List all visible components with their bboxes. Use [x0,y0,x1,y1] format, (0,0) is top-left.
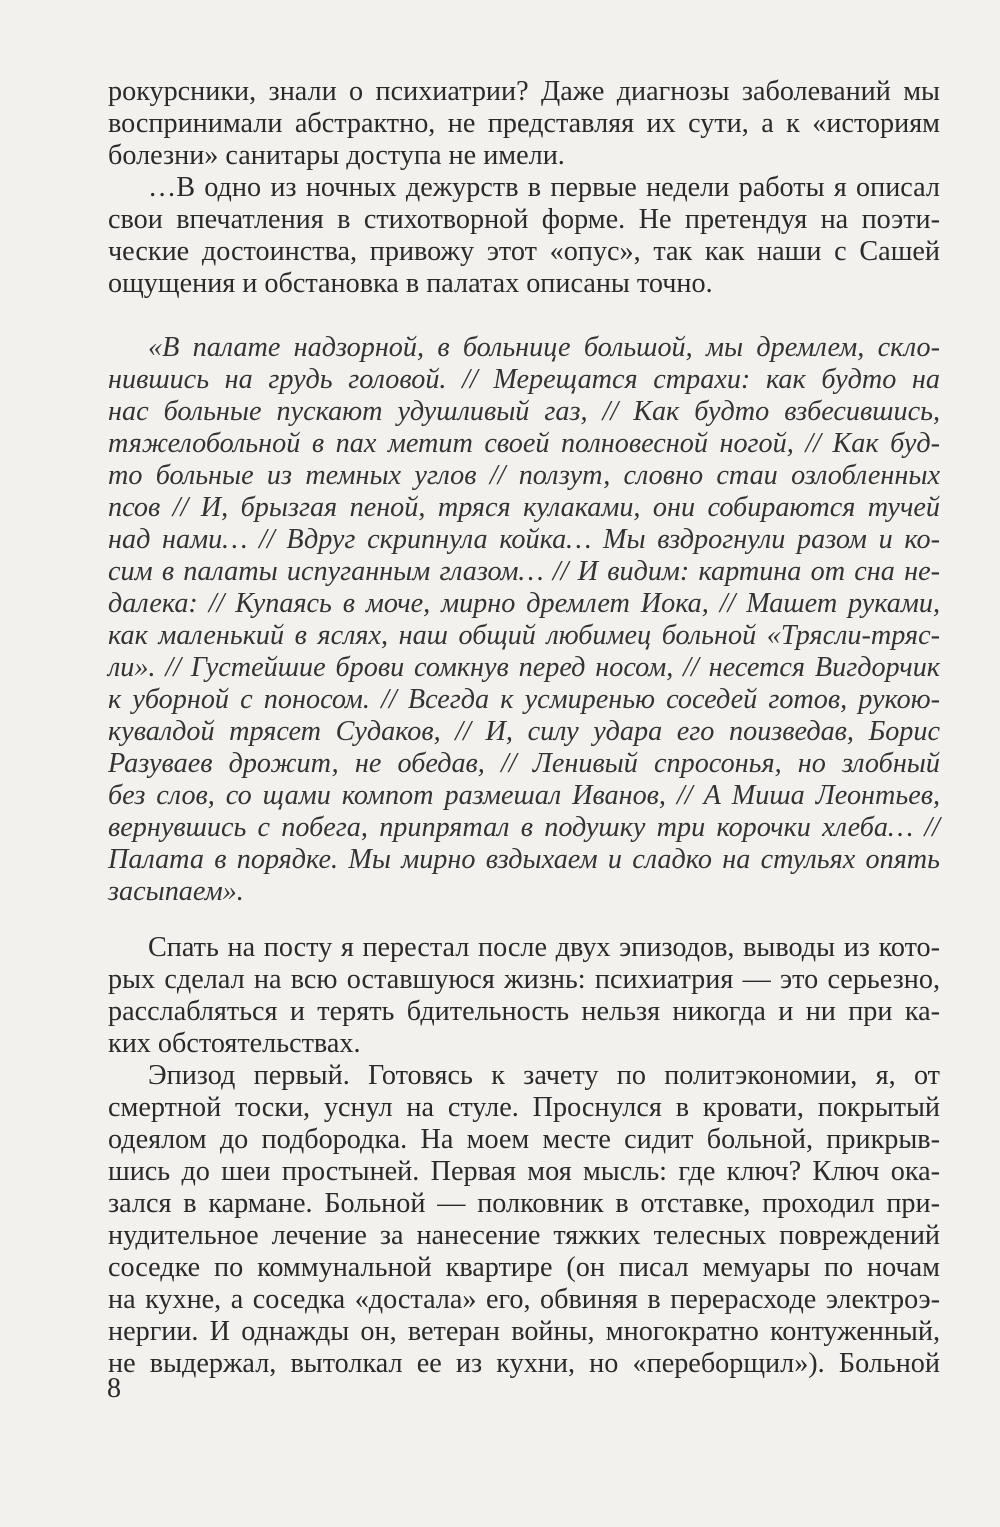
poem-line: кувалдой трясет Судаков, // И, силу удара его поизведав, Борис [108,716,940,747]
poem-line: вернувшись с побега, припрятал в подушку три корочки хлеба… // [108,812,940,843]
text-line: нергии. И однажды он, ветеран войны, многократно контуженный, [108,1316,940,1347]
text-line: болезни» санитары доступа не имели. [108,140,565,171]
poem-line: нившись на грудь головой. // Мерещатся страхи: как будто на [108,364,940,395]
poem-line: Разуваев дрожит, не обедав, // Ленивый спросонья, но злобный [108,748,940,779]
poem-line: засыпаем». [108,876,244,907]
text-line: на кухне, а соседка «достала» его, обвиняя в перерасходе электроэ- [108,1284,940,1315]
poem-line: сим в палаты испуганным глазом… // И видим: картина от сна не- [108,556,940,587]
text-line: одеялом до подбородка. На моем месте сидит больной, прикрыв- [108,1124,940,1155]
text-line: шись до шеи простыней. Первая моя мысль: где ключ? Ключ ока- [108,1156,940,1187]
page-number: 8 [107,1373,121,1404]
text-line: не выдержал, вытолкал ее из кухни, но «переборщил»). Больной [108,1348,940,1379]
text-line: Спать на посту я перестал после двух эпизодов, выводы из кото- [148,932,940,963]
text-line: Эпизод первый. Готовясь к зачету по политэкономии, я, от [148,1060,940,1091]
text-line: …В одно из ночных дежурств в первые недели работы я описал [148,172,940,203]
poem-line: без слов, со щами компот размешал Иванов, // А Миша Леонтьев, [108,780,940,811]
poem-line: тяжелобольной в пах метит своей полновесной ногой, // Как буд- [108,428,940,459]
poem-line: ли». // Густейшие брови сомкнув перед носом, // несется Вигдорчик [108,652,940,683]
poem-line: нас больные пускают удушливый газ, // Как будто взбесившись, [108,396,940,427]
text-line: смертной тоски, уснул на стуле. Проснулся в кровати, покрытый [108,1092,940,1123]
poem-line: псов // И, брызгая пеной, тряся кулаками, они собираются тучей [108,492,940,523]
poem-line: то больные из темных углов // ползут, словно стаи озлобленных [108,460,940,491]
poem-line: далека: // Купаясь в моче, мирно дремлет Иока, // Машет руками, [108,588,940,619]
text-line: ческие достоинства, привожу этот «опус», так как наши с Сашей [108,236,940,267]
text-line: рых сделал на всю оставшуюся жизнь: психиатрия — это серьезно, [108,964,940,995]
text-line: ких обстоятельствах. [108,1028,361,1059]
text-line: соседке по коммунальной квартире (он писал мемуары по ночам [108,1252,940,1283]
poem-line: «В палате надзорной, в больнице большой, мы дремлем, скло- [148,332,940,363]
poem-line: над нами… // Вдруг скрипнула койка… Мы вздрогнули разом и ко- [108,524,940,555]
text-line: нудительное лечение за нанесение тяжких телесных повреждений [108,1220,940,1251]
text-line: рокурсники, знали о психиатрии? Даже диагнозы заболеваний мы [108,76,940,107]
text-line: расслабляться и терять бдительность нельзя никогда и ни при ка- [108,996,940,1027]
poem-line: как маленький в яслях, наш общий любимец больной «Трясли-тряс- [108,620,940,651]
text-line: ощущения и обстановка в палатах описаны точно. [108,268,713,299]
text-line: воспринимали абстрактно, не представляя их сути, а к «историям [108,108,940,139]
poem-line: Палата в порядке. Мы мирно вздыхаем и сладко на стульях опять [108,844,940,875]
text-line: зался в кармане. Больной — полковник в отставке, проходил при- [108,1188,940,1219]
text-line: свои впечатления в стихотворной форме. Не претендуя на поэти- [108,204,940,235]
poem-line: к уборной с поносом. // Всегда к усмиренью соседей готов, рукою- [108,684,940,715]
